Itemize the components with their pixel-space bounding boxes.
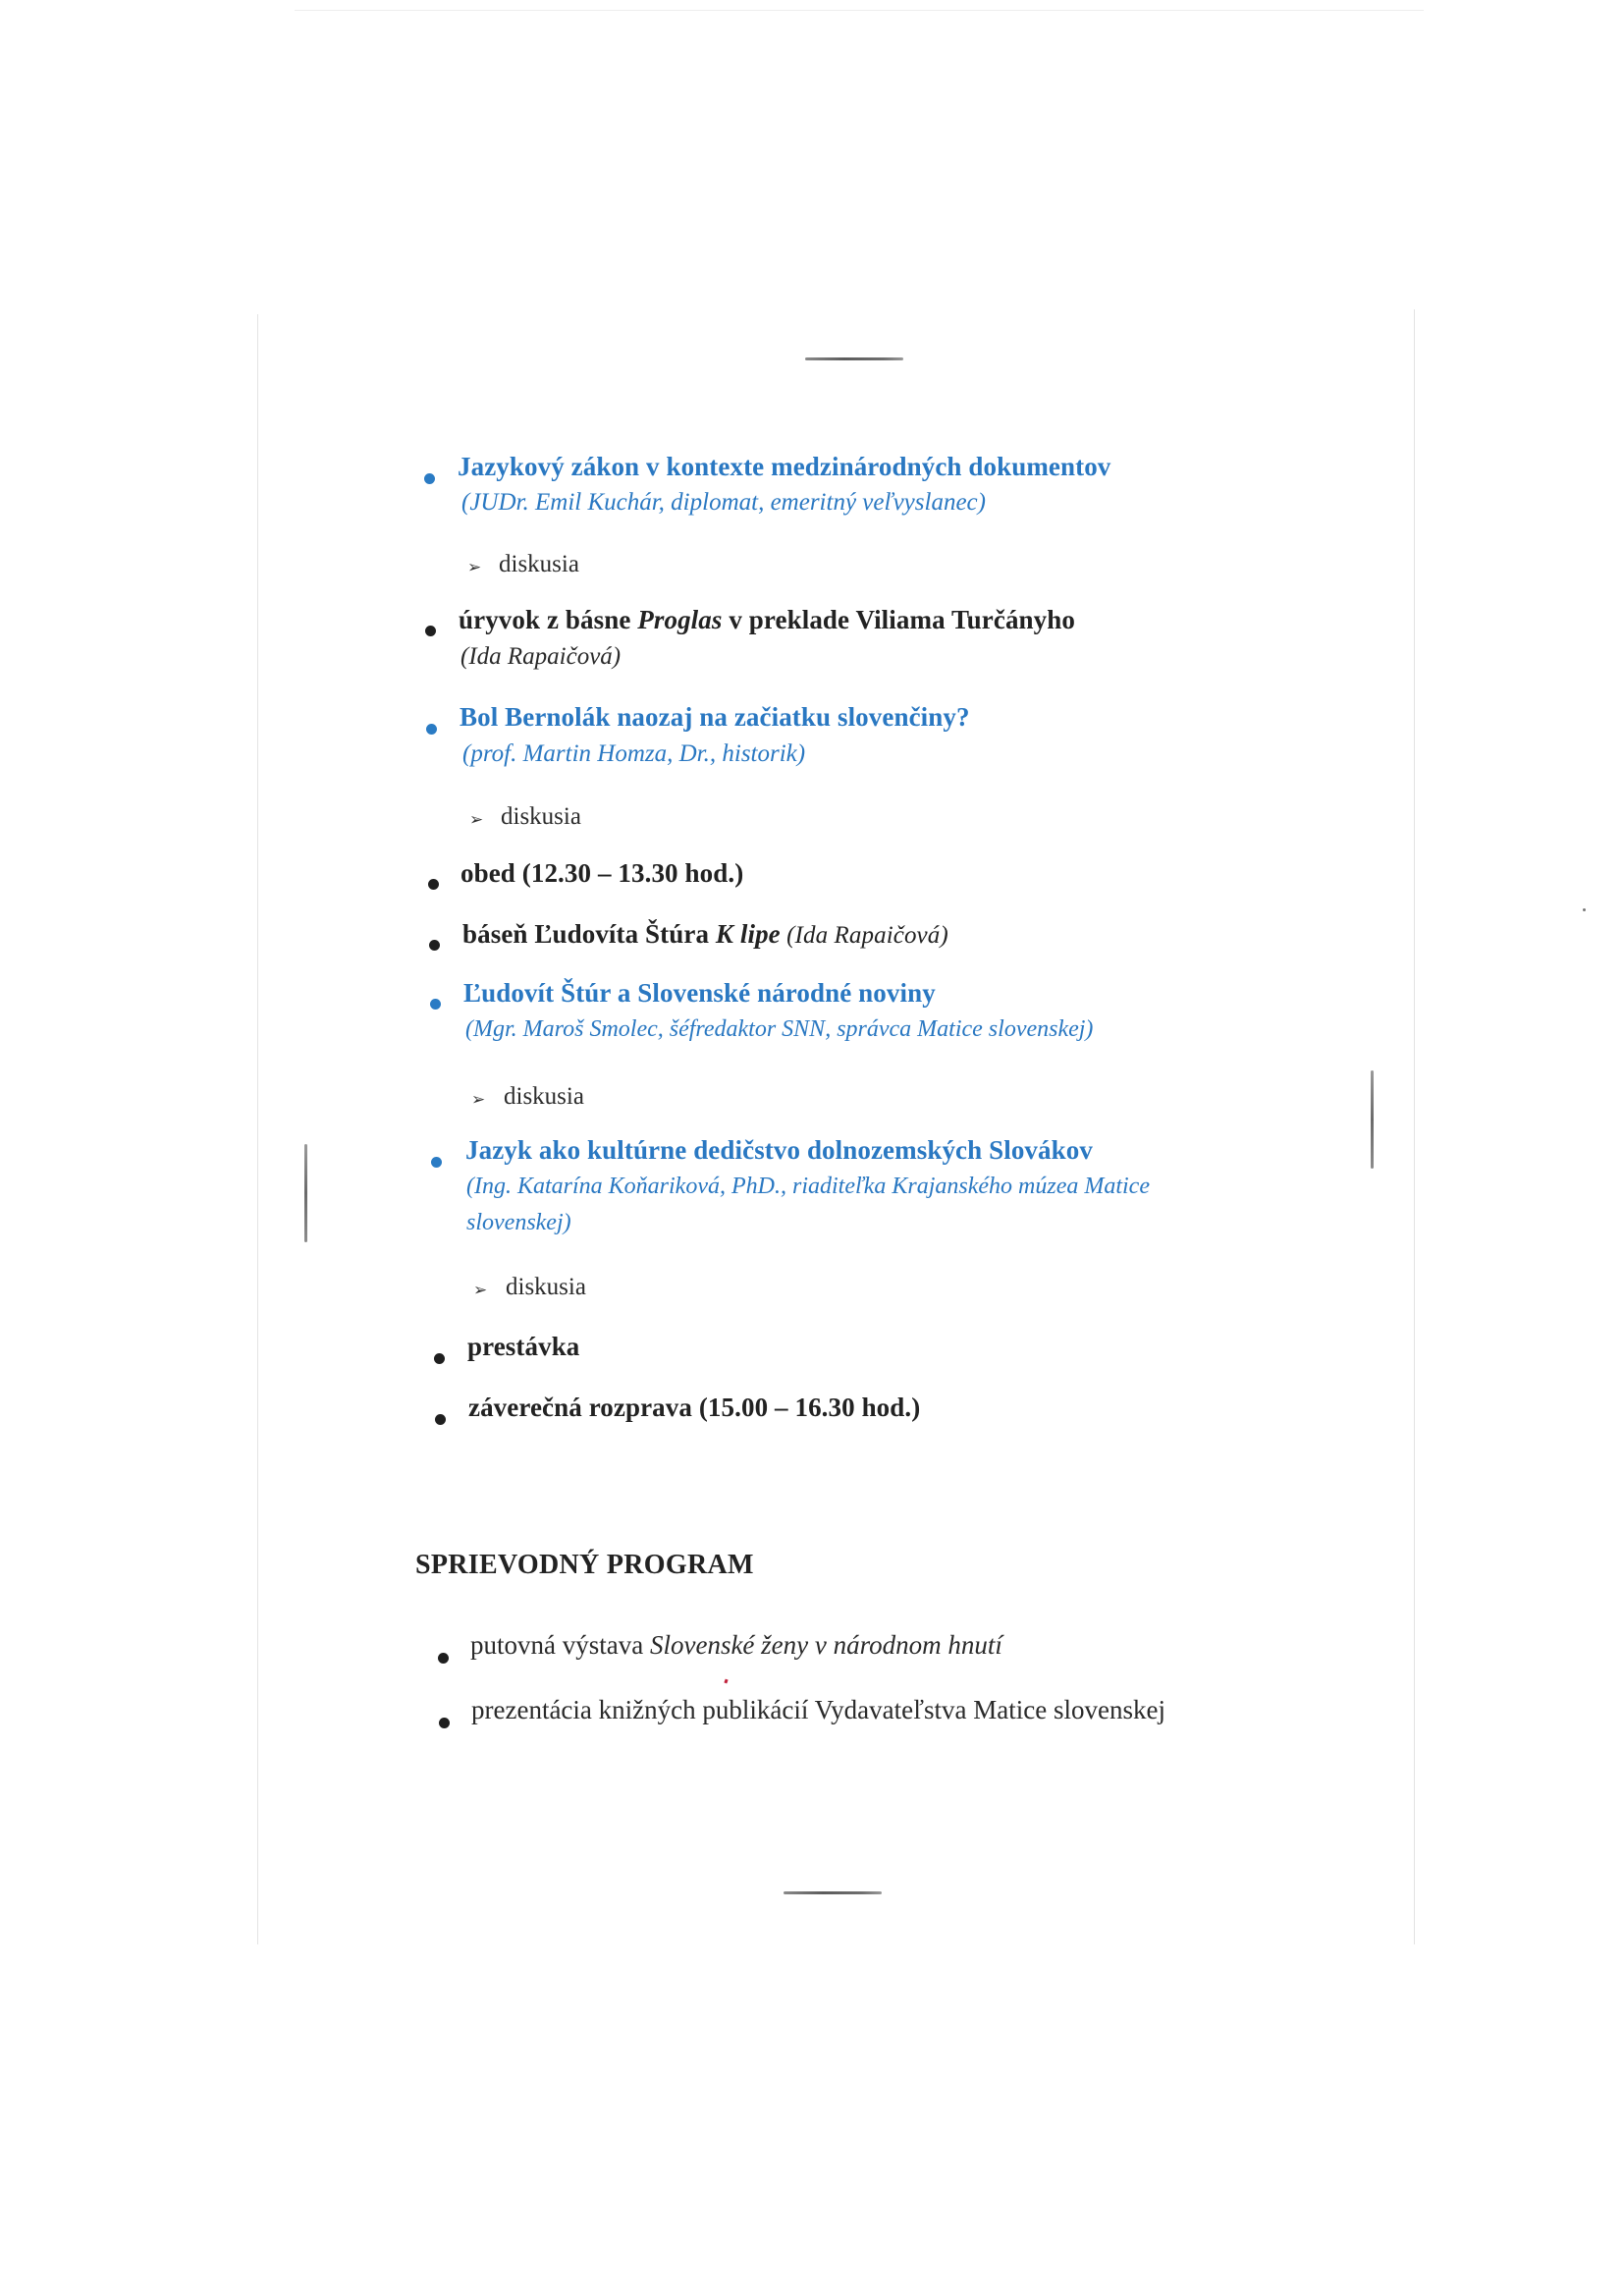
program-item-title: úryvok z básne Proglas v preklade Viliama Turčányho (459, 605, 1075, 634)
discussion-label: diskusia (499, 551, 579, 577)
program-item-title: Bol Bernolák naozaj na začiatku slovenčiny? (460, 702, 970, 732)
program-item-title: Ľudovít Štúr a Slovenské národné noviny (463, 978, 936, 1008)
staple-mark-top (805, 357, 903, 360)
accompanying-item: prezentácia knižných publikácií Vydavateľstva Matice slovenskej (471, 1695, 1165, 1724)
program-item-speaker: (prof. Martin Homza, Dr., historik) (462, 740, 806, 767)
discussion-label: diskusia (504, 1083, 584, 1110)
discussion-label: diskusia (506, 1274, 586, 1300)
red-mark (724, 1679, 728, 1684)
program-item-title: Jazyk ako kultúrne dedičstvo dolnozemských Slovákov (465, 1135, 1093, 1165)
bullet-icon (429, 940, 440, 951)
arrow-bullet-icon: ➢ (467, 558, 482, 576)
staple-mark-bottom (784, 1891, 882, 1894)
bullet-icon (438, 1653, 449, 1664)
scan-sheet-left-edge (257, 314, 258, 1944)
program-item-title: prestávka (467, 1332, 580, 1361)
bullet-icon (424, 473, 435, 484)
discussion-label: diskusia (501, 803, 581, 830)
arrow-bullet-icon: ➢ (473, 1281, 488, 1299)
bullet-icon (428, 879, 439, 890)
program-item-title: obed (12.30 – 13.30 hod.) (460, 858, 744, 888)
arrow-bullet-icon: ➢ (471, 1090, 486, 1109)
staple-mark-right (1371, 1070, 1374, 1169)
bullet-icon (435, 1414, 446, 1425)
accompanying-item: putovná výstava Slovenské ženy v národnom hnutí (470, 1630, 1002, 1660)
program-item-speaker: (Mgr. Maroš Smolec, šéfredaktor SNN, správca Matice slovenskej) (465, 1016, 1094, 1042)
bullet-icon (439, 1718, 450, 1728)
program-item-speaker: (Ing. Katarína Koňariková, PhD., riaditeľka Krajanského múzea Matice (466, 1174, 1150, 1199)
program-item-title: báseň Ľudovíta Štúra K lipe (Ida Rapaičová) (462, 919, 948, 949)
staple-mark-left (304, 1144, 307, 1242)
scan-sheet-right-edge (1414, 309, 1415, 1944)
bullet-icon (426, 724, 437, 735)
program-item-speaker: (JUDr. Emil Kuchár, diplomat, emeritný veľvyslanec) (461, 489, 986, 516)
scan-top-edge (295, 10, 1424, 11)
bullet-icon (431, 1157, 442, 1168)
program-item-title: záverečná rozprava (15.00 – 16.30 hod.) (468, 1393, 921, 1422)
scan-speck (1583, 908, 1586, 911)
program-item-speaker-continued: slovenskej) (466, 1210, 571, 1235)
bullet-icon (425, 626, 436, 636)
program-item-speaker: (Ida Rapaičová) (460, 643, 622, 670)
section-heading: SPRIEVODNÝ PROGRAM (415, 1550, 754, 1580)
program-item-title: Jazykový zákon v kontexte medzinárodných dokumentov (458, 452, 1111, 481)
bullet-icon (430, 999, 441, 1010)
bullet-icon (434, 1353, 445, 1364)
arrow-bullet-icon: ➢ (469, 810, 484, 829)
